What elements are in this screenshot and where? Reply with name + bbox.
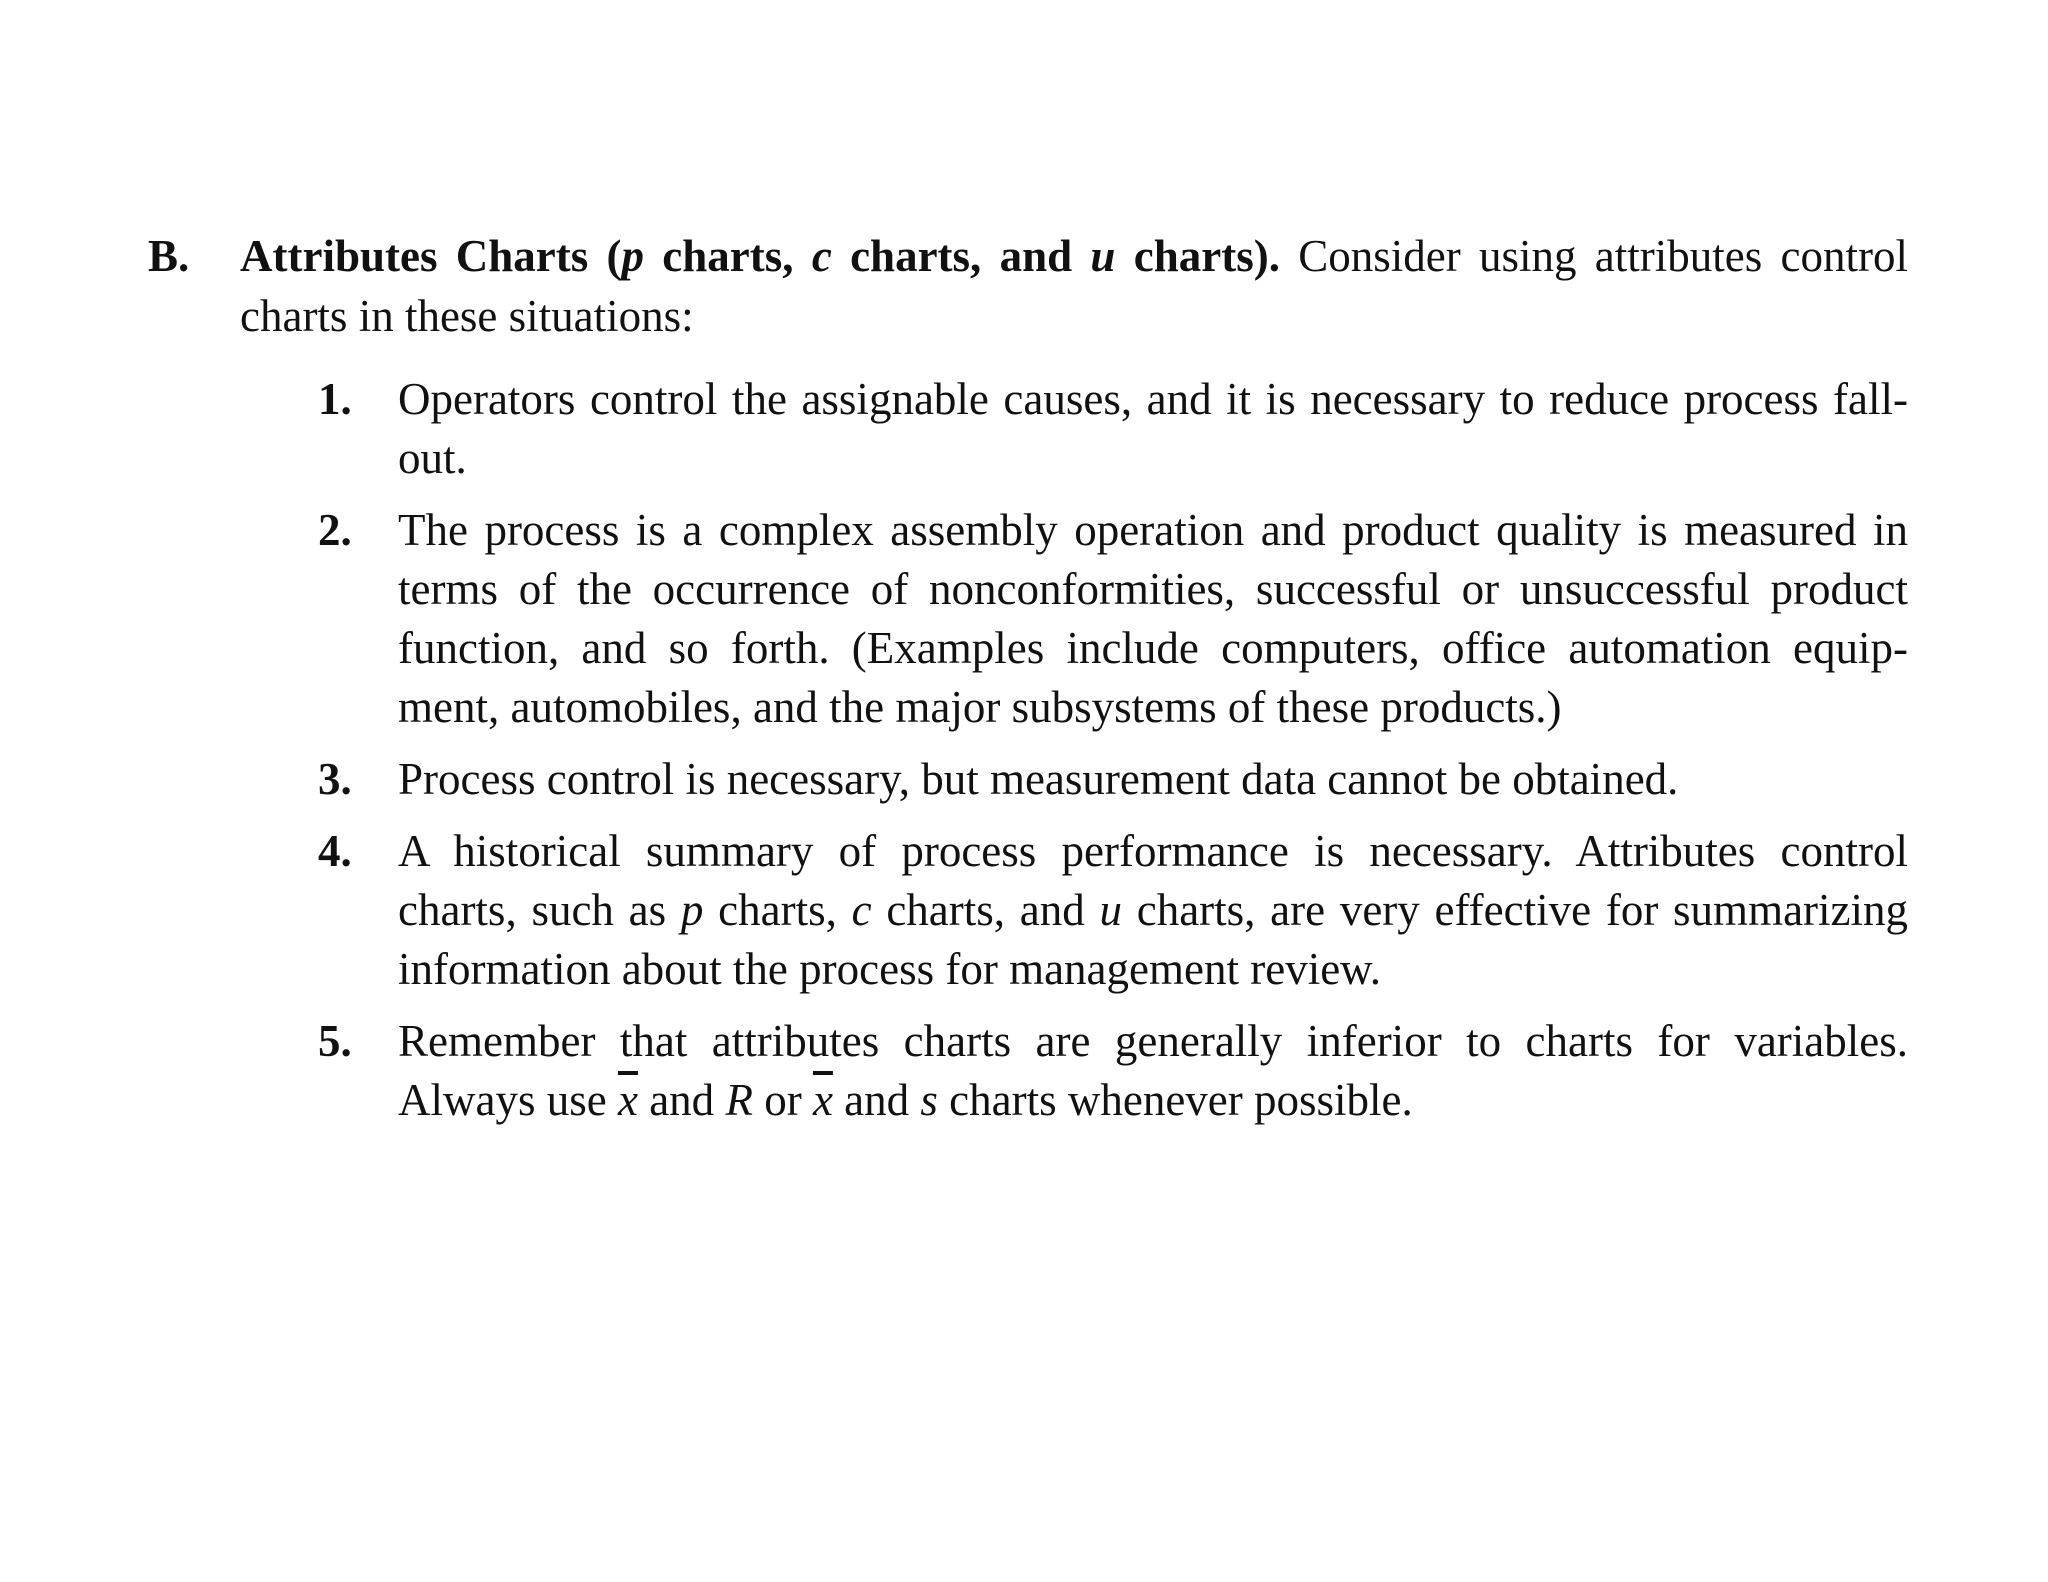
- list-item-number: 5.: [318, 1016, 352, 1066]
- list-item-text: [398, 826, 1908, 994]
- section-title: [240, 231, 1280, 281]
- section-title-p-symbol: p: [621, 231, 645, 281]
- section-title-part: charts,: [644, 231, 812, 281]
- list-item-text: Process control is necessary, but measurement data cannot be obtained.: [398, 754, 1679, 804]
- x-bar-symbol: $\overline{x}$: [617, 1075, 638, 1125]
- section-heading: [148, 226, 1908, 346]
- list-item-number: 1.: [318, 374, 352, 424]
- p-symbol: p: [680, 885, 704, 935]
- s-symbol: s: [920, 1075, 938, 1125]
- list-item-text: The process is a complex assembly operation and product quality is measured in terms of the occurrence of nonconformities, successful or unsuccessful product function, and so forth. (Examples include computers, office automation equip-ment, automobiles, and the major subsystems of these products.): [398, 505, 1908, 732]
- text-part: or: [752, 1075, 813, 1125]
- list-item-text: [398, 1016, 1908, 1125]
- x-bar-symbol: $\overline{x}$: [812, 1075, 833, 1125]
- list-item: [318, 822, 1908, 999]
- section-intro: Consider using attributes control charts in these situations:: [240, 231, 1908, 341]
- text-part: charts, are very effective for summarizing information about the process for management review.: [398, 885, 1909, 994]
- list-item: [318, 750, 1908, 809]
- text-part: A historical summary of process performance is necessary. Attributes control charts, such as: [398, 826, 1908, 935]
- section-letter: B.: [148, 231, 190, 281]
- section-title-part: charts).: [1115, 231, 1280, 281]
- text-part: charts whenever possible.: [937, 1075, 1413, 1125]
- section-b: [148, 226, 1908, 1143]
- section-title-u-symbol: u: [1090, 231, 1116, 281]
- c-symbol: c: [851, 885, 872, 935]
- text-part: charts, and: [871, 885, 1100, 935]
- text-part: Remember that attributes charts are generally inferior to charts for variables. Always use: [398, 1016, 1908, 1125]
- situations-list: [148, 370, 1908, 1130]
- list-item: [318, 370, 1908, 488]
- text-part: and: [637, 1075, 726, 1125]
- u-symbol: u: [1099, 885, 1122, 935]
- text-part: charts,: [703, 885, 852, 935]
- r-symbol: R: [725, 1075, 753, 1125]
- list-item-number: 4.: [318, 826, 352, 876]
- list-item-number: 3.: [318, 754, 352, 804]
- list-item-text: Operators control the assignable causes, and it is necessary to reduce process fall-out.: [398, 374, 1908, 483]
- section-title-part: charts, and: [831, 231, 1091, 281]
- section-title-c-symbol: c: [811, 231, 832, 281]
- text-part: and: [832, 1075, 921, 1125]
- list-item-number: 2.: [318, 505, 352, 555]
- list-item: [318, 1012, 1908, 1130]
- list-item: [318, 501, 1908, 737]
- section-title-part: Attributes Charts (: [240, 231, 622, 281]
